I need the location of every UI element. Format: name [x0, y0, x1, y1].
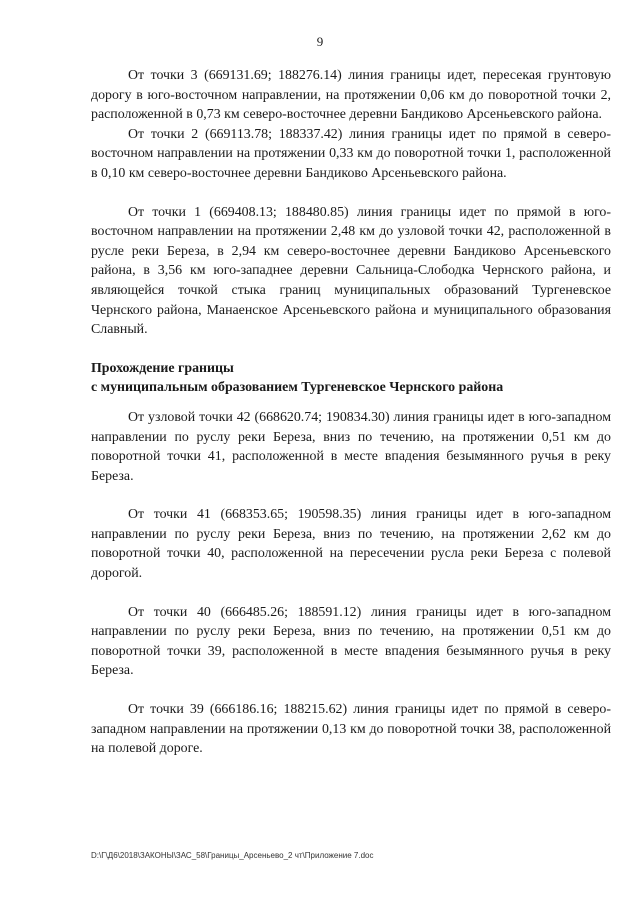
paragraph: От точки 41 (668353.65; 190598.35) линия границы идет в юго-западном направлении по руслу реки Береза, вниз по течению, на протяжении 2,62 км до поворотной точки 40, расположенной на пересечении русла реки Береза с полевой дорогой. — [91, 507, 611, 582]
document-body — [91, 66, 611, 759]
paragraph: От точки 1 (669408.13; 188480.85) линия границы идет по прямой в юго-восточном направлении на протяжении 2,48 км до узловой точки 42, расположенной в русле реки Береза, в 2,94 км северо-восточнее деревни Бандиково Арсеньевского района, в 3,56 км юго-западнее деревни Сальница-Слободка Чернского района, и являющейся точкой стыка границ муниципальных образований Тургеневское Чернского района, Манаенское Арсеньевского района и муниципального образования Славный. — [91, 204, 611, 338]
file-path-footer: D:\Г\Д6\2018\ЗАКОНЫ\ЗАС_58\Границы_Арсеньево_2 чт\Приложение 7.doc — [91, 851, 374, 860]
paragraph: От точки 39 (666186.16; 188215.62) линия границы идет по прямой в северо-западном направлении на протяжении 0,13 км до поворотной точки 38, расположенной на полевой дороге. — [91, 702, 611, 757]
section-heading-line2: с муниципальным образованием Тургеневское Чернского района — [91, 380, 504, 396]
paragraph: От точки 3 (669131.69; 188276.14) линия границы идет, пересекая грунтовую дорогу в юго-восточном направлении, на протяжении 0,06 км до поворотной точки 2, расположенной в 0,73 км северо-восточнее деревни Бандиково Арсеньевского района. — [91, 68, 611, 123]
section-heading-line1: Прохождение границы — [91, 360, 234, 376]
page-number: 9 — [316, 34, 324, 49]
paragraph: От точки 40 (666485.26; 188591.12) линия границы идет в юго-западном направлении по руслу реки Береза, вниз по течению, на протяжении 0,51 км до поворотной точки 39, расположенной в месте впадения безымянного ручья в реку Береза. — [91, 604, 611, 679]
paragraph: От точки 2 (669113.78; 188337.42) линия границы идет по прямой в северо-восточном направлении на протяжении 0,33 км до поворотной точки 1, расположенной в 0,10 км северо-восточнее деревни Бандиково Арсеньевского района. — [91, 126, 611, 181]
paragraph: От узловой точки 42 (668620.74; 190834.30) линия границы идет в юго-западном направлении по руслу реки Береза, вниз по течению, на протяжении 0,51 км до поворотной точки 41, расположенной в месте впадения безымянного ручья в реку Береза. — [91, 409, 611, 484]
